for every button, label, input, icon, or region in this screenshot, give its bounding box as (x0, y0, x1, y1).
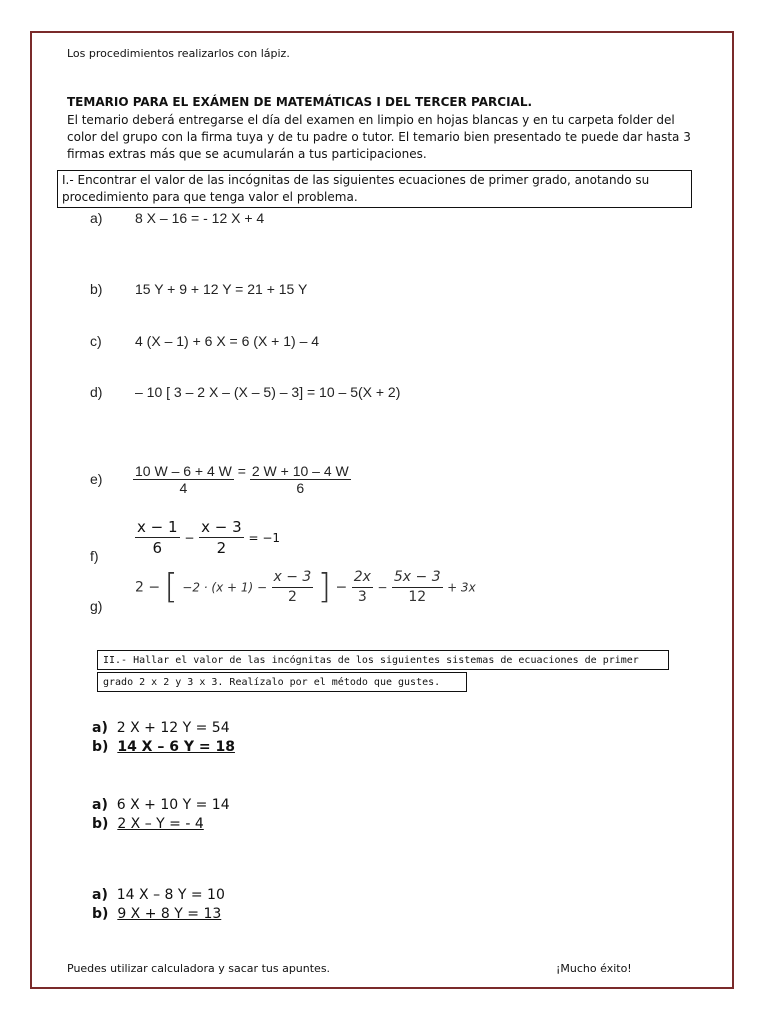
system-3-b (92, 905, 225, 924)
system-2-a-label: a) (92, 797, 108, 813)
eq-g-frac-2 (352, 568, 373, 607)
system-1-a-eq: 2 X + 12 Y = 54 (116, 720, 230, 736)
eq-c: 4 (X – 1) + 6 X = 6 (X + 1) – 4 (135, 333, 320, 349)
eq-a: 8 X – 16 = - 12 X + 4 (135, 210, 265, 226)
intro-line-2: color del grupo con la firma tuya y de tu padre o tutor. El temario bien presentado te puede dar hasta 3 (67, 130, 691, 144)
eq-g-m: − (377, 580, 388, 595)
eq-f-rhs: = −1 (248, 531, 281, 545)
system-3-b-eq: 9 X + 8 Y = 13 (117, 906, 222, 922)
eq-g-den-2: 3 (357, 589, 367, 605)
eq-e-den-right: 6 (296, 480, 305, 496)
eq-f-num-1: x − 1 (137, 518, 178, 536)
eq-f-frac-1 (135, 517, 180, 558)
eq-e-num-left: 10 W – 6 + 4 W (135, 463, 232, 479)
section2-instructions (97, 650, 672, 690)
eq-g-c: − (335, 579, 348, 596)
footer-note: Puedes utilizar calculadora y sacar tus apuntes. (67, 962, 331, 975)
system-1-b (92, 738, 235, 757)
system-2 (92, 796, 230, 834)
section2-instr-line-1: II.- Hallar el valor de las incógnitas de los siguientes sistemas de ecuaciones de primer (97, 650, 669, 670)
eq-g-right-bracket: ] (317, 567, 332, 607)
eq-e-num-right: 2 W + 10 – 4 W (251, 463, 349, 479)
eq-g-num-1: x − 3 (272, 568, 314, 588)
eq-g-a: 2 − (135, 579, 161, 596)
pencil-note: Los procedimientos realizarlos con lápiz. (67, 47, 290, 60)
eq-f (135, 517, 280, 558)
eq-e-den-left: 4 (179, 480, 188, 496)
eq-f-label: f) (90, 548, 99, 564)
eq-b-label: b) (90, 281, 103, 297)
eq-e-equals: = (237, 463, 246, 479)
eq-d-label: d) (90, 384, 103, 400)
eq-g-num-3: 5x − 3 (392, 568, 443, 588)
section2-instr-line-2: grado 2 x 2 y 3 x 3. Realízalo por el método que gustes. (97, 672, 467, 692)
system-3-a (92, 886, 225, 905)
eq-e-frac-left (133, 463, 234, 496)
footer-wish: ¡Mucho éxito! (556, 962, 632, 975)
section1-instr-line-2: procedimiento para que tenga valor el problema. (62, 190, 358, 204)
system-3 (92, 886, 225, 924)
system-1 (92, 719, 235, 757)
eq-g-left-bracket: [ (164, 567, 178, 607)
eq-g-num-2: 2x (352, 568, 373, 588)
eq-f-minus: − (184, 531, 195, 545)
system-2-b (92, 815, 230, 834)
eq-g-b: −2 · (x + 1) − (182, 580, 268, 595)
eq-e (133, 463, 351, 496)
eq-g-den-3: 12 (408, 589, 427, 605)
system-2-a-eq: 6 X + 10 Y = 14 (116, 797, 230, 813)
eq-g-frac-3 (392, 568, 443, 607)
eq-a-label: a) (90, 210, 103, 226)
system-1-b-label: b) (92, 739, 109, 755)
eq-f-den-2: 2 (216, 539, 227, 557)
section1-instr-line-1: I.- Encontrar el valor de las incógnitas de las siguientes ecuaciones de primer grado, anotando su (62, 173, 650, 187)
eq-b: 15 Y + 9 + 12 Y = 21 + 15 Y (135, 281, 308, 297)
system-1-a (92, 719, 235, 738)
eq-d: – 10 [ 3 – 2 X – (X – 5) – 3] = 10 – 5(X + 2) (135, 384, 401, 400)
eq-g-frac-1 (272, 568, 314, 607)
eq-c-label: c) (90, 333, 102, 349)
eq-e-frac-right (250, 463, 351, 496)
eq-e-label: e) (90, 471, 103, 487)
eq-f-num-2: x − 3 (201, 518, 242, 536)
system-3-a-eq: 14 X – 8 Y = 10 (116, 887, 225, 903)
eq-f-den-1: 6 (152, 539, 163, 557)
eq-g-den-1: 2 (287, 589, 297, 605)
eq-f-frac-2 (199, 517, 244, 558)
eq-g-label: g) (90, 598, 103, 614)
system-2-b-label: b) (92, 816, 109, 832)
section1-instructions (57, 170, 692, 208)
system-2-b-eq: 2 X – Y = - 4 (117, 816, 204, 832)
system-3-b-label: b) (92, 906, 109, 922)
intro-line-3: firmas extras más que se acumularán a tus participaciones. (67, 147, 427, 161)
eq-g-p: + 3x (447, 580, 476, 595)
system-1-a-label: a) (92, 720, 108, 736)
system-1-b-eq: 14 X – 6 Y = 18 (117, 739, 235, 755)
system-3-a-label: a) (92, 887, 108, 903)
eq-g (135, 568, 476, 607)
intro-line-1: El temario deberá entregarse el día del examen en limpio en hojas blancas y en tu carpeta folder del (67, 113, 675, 127)
system-2-a (92, 796, 230, 815)
page-title: TEMARIO PARA EL EXÁMEN DE MATEMÁTICAS I DEL TERCER PARCIAL. (67, 95, 533, 109)
